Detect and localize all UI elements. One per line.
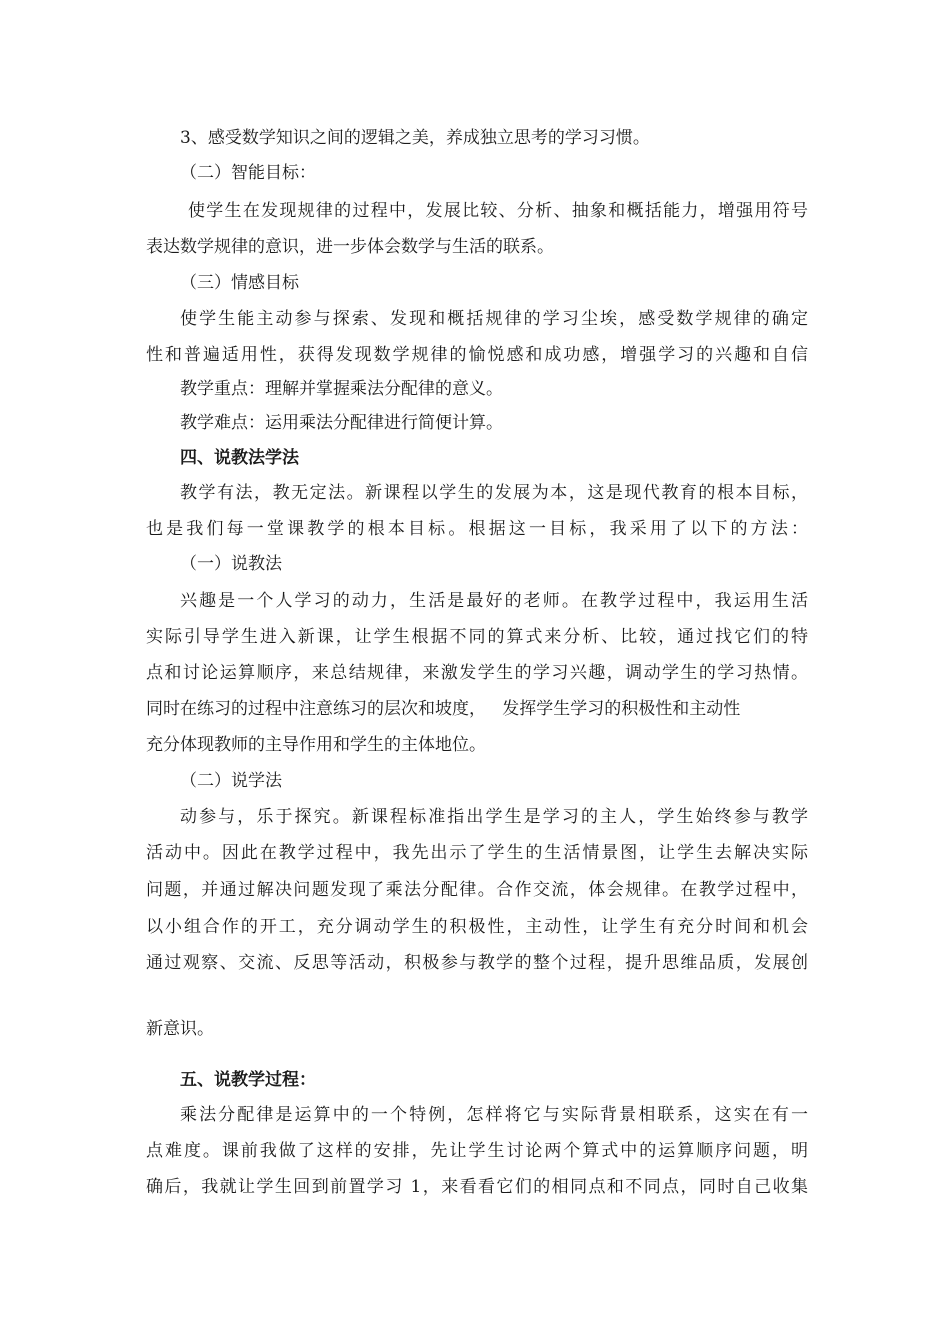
section-heading: 五、说教学过程： (180, 1070, 316, 1090)
paragraph-line: 使学生在发现规律的过程中，发展比较、分析、抽象和概括能力，增强用符号 (188, 201, 808, 221)
paragraph-line: 教学难点：运用乘法分配律进行简便计算。 (180, 413, 503, 433)
paragraph-line: 使学生能主动参与探索、发现和概括规律的学习尘埃，感受数学规律的确定 (180, 309, 808, 329)
paragraph-line: 教学重点：理解并掌握乘法分配律的意义。 (180, 379, 503, 399)
paragraph-line: 充分体现教师的主导作用和学生的主体地位。 (146, 735, 486, 755)
section-subheading: （一）说教法 (180, 554, 282, 574)
paragraph-line: 活动中。因此在教学过程中，我先出示了学生的生活情景图，让学生去解决实际 (146, 843, 808, 863)
paragraph-line: 实际引导学生进入新课，让学生根据不同的算式来分析、比较，通过找它们的特 (146, 627, 808, 647)
section-subheading: （三）情感目标 (180, 273, 299, 293)
paragraph-line: 教学有法，教无定法。新课程以学生的发展为本，这是现代教育的根本目标， (180, 483, 808, 503)
paragraph-line: 通过观察、交流、反思等活动，积极参与教学的整个过程，提升思维品质，发展创 (146, 953, 808, 973)
paragraph-line: 以小组合作的开工，充分调动学生的积极性，主动性，让学生有充分时间和机会 (146, 917, 808, 937)
section-subheading: （二）说学法 (180, 771, 282, 791)
paragraph-line: 同时在练习的过程中注意练习的层次和坡度， 发挥学生学习的积极性和主动性 (146, 699, 741, 719)
paragraph-line: 表达数学规律的意识，进一步体会数学与生活的联系。 (146, 237, 554, 257)
paragraph-line: 也是我们每一堂课教学的根本目标。根据这一目标，我采用了以下的方法： (146, 519, 808, 539)
section-subheading: （二）智能目标： (180, 163, 316, 183)
paragraph-line: 兴趣是一个人学习的动力，生活是最好的老师。在教学过程中，我运用生活 (180, 591, 808, 611)
paragraph-line: 性和普遍适用性，获得发现数学规律的愉悦感和成功感，增强学习的兴趣和自信 (146, 345, 808, 365)
paragraph-line: 点和讨论运算顺序，来总结规律，来激发学生的学习兴趣，调动学生的学习热情。 (146, 663, 808, 683)
paragraph-line: 点难度。课前我做了这样的安排，先让学生讨论两个算式中的运算顺序问题，明 (146, 1141, 808, 1161)
paragraph-line: 问题，并通过解决问题发现了乘法分配律。合作交流，体会规律。在教学过程中， (146, 880, 808, 900)
paragraph-line: 乘法分配律是运算中的一个特例，怎样将它与实际背景相联系，这实在有一 (180, 1105, 808, 1125)
paragraph-line: 3、感受数学知识之间的逻辑之美，养成独立思考的学习习惯。 (180, 128, 650, 148)
paragraph-line: 确后，我就让学生回到前置学习 1，来看看它们的相同点和不同点，同时自己收集 (146, 1177, 808, 1197)
section-heading: 四、说教法学法 (180, 448, 299, 468)
paragraph-line: 新意识。 (146, 1019, 214, 1039)
paragraph-line: 动参与，乐于探究。新课程标准指出学生是学习的主人，学生始终参与教学 (180, 807, 808, 827)
